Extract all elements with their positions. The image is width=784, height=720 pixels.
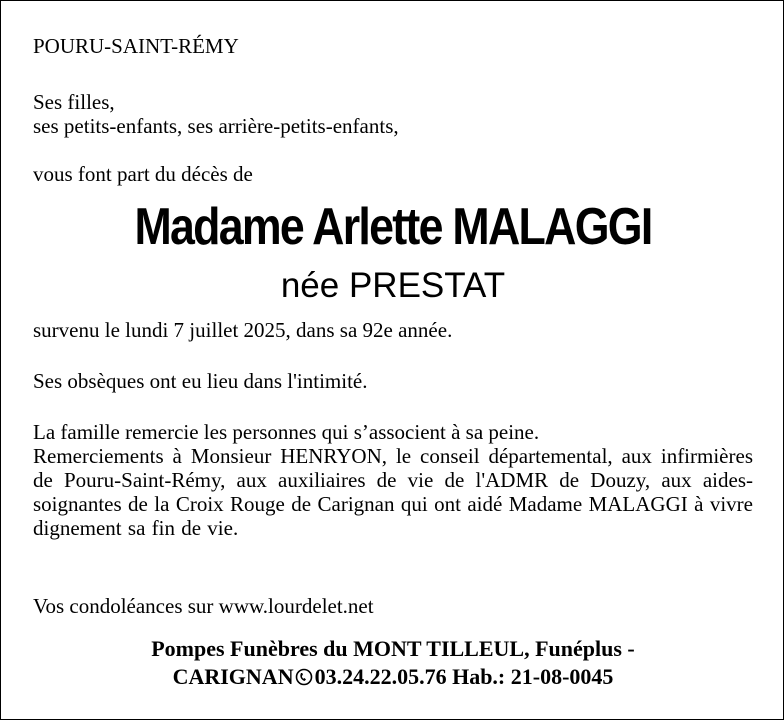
funeral-home-name: Pompes Funèbres du MONT TILLEUL, Funéplus - bbox=[151, 636, 635, 661]
funeral-home-phone-license: 03.24.22.05.76 Hab.: 21-08-0045 bbox=[314, 664, 614, 689]
announcement-intro: vous font part du décès de bbox=[33, 162, 253, 186]
funeral-info: Ses obsèques ont eu lieu dans l'intimité. bbox=[33, 369, 368, 393]
death-date-line: survenu le lundi 7 juillet 2025, dans sa 92e année. bbox=[33, 318, 453, 342]
thanks-line: La famille remercie les personnes qui s’associent à sa peine. bbox=[33, 420, 540, 444]
location-heading: POURU-SAINT-RÉMY bbox=[33, 34, 239, 58]
deceased-name: Madame Arlette MALAGGI bbox=[134, 198, 652, 256]
funeral-home-city: CARIGNAN bbox=[172, 664, 294, 689]
thanks-paragraph: Remerciements à Monsieur HENRYON, le conseil départemental, aux infirmières de Pouru-Saint-Rémy, aux auxiliaires de vie de l'ADMR de Douzy, aux aides-soignantes de la Croix Rouge de Carignan qui ont aidé Madame MALAGGI à vivre dignement sa fin de vie. bbox=[33, 444, 753, 540]
family-line-daughters: Ses filles, bbox=[33, 90, 115, 114]
funeral-home-contact bbox=[1, 663, 784, 691]
condolences-line: Vos condoléances sur www.lourdelet.net bbox=[33, 594, 374, 618]
maiden-name: née PRESTAT bbox=[280, 266, 506, 305]
phone-icon bbox=[295, 668, 313, 686]
funeral-home-block bbox=[1, 635, 784, 691]
family-line-grandchildren: ses petits-enfants, ses arrière-petits-enfants, bbox=[33, 114, 399, 138]
